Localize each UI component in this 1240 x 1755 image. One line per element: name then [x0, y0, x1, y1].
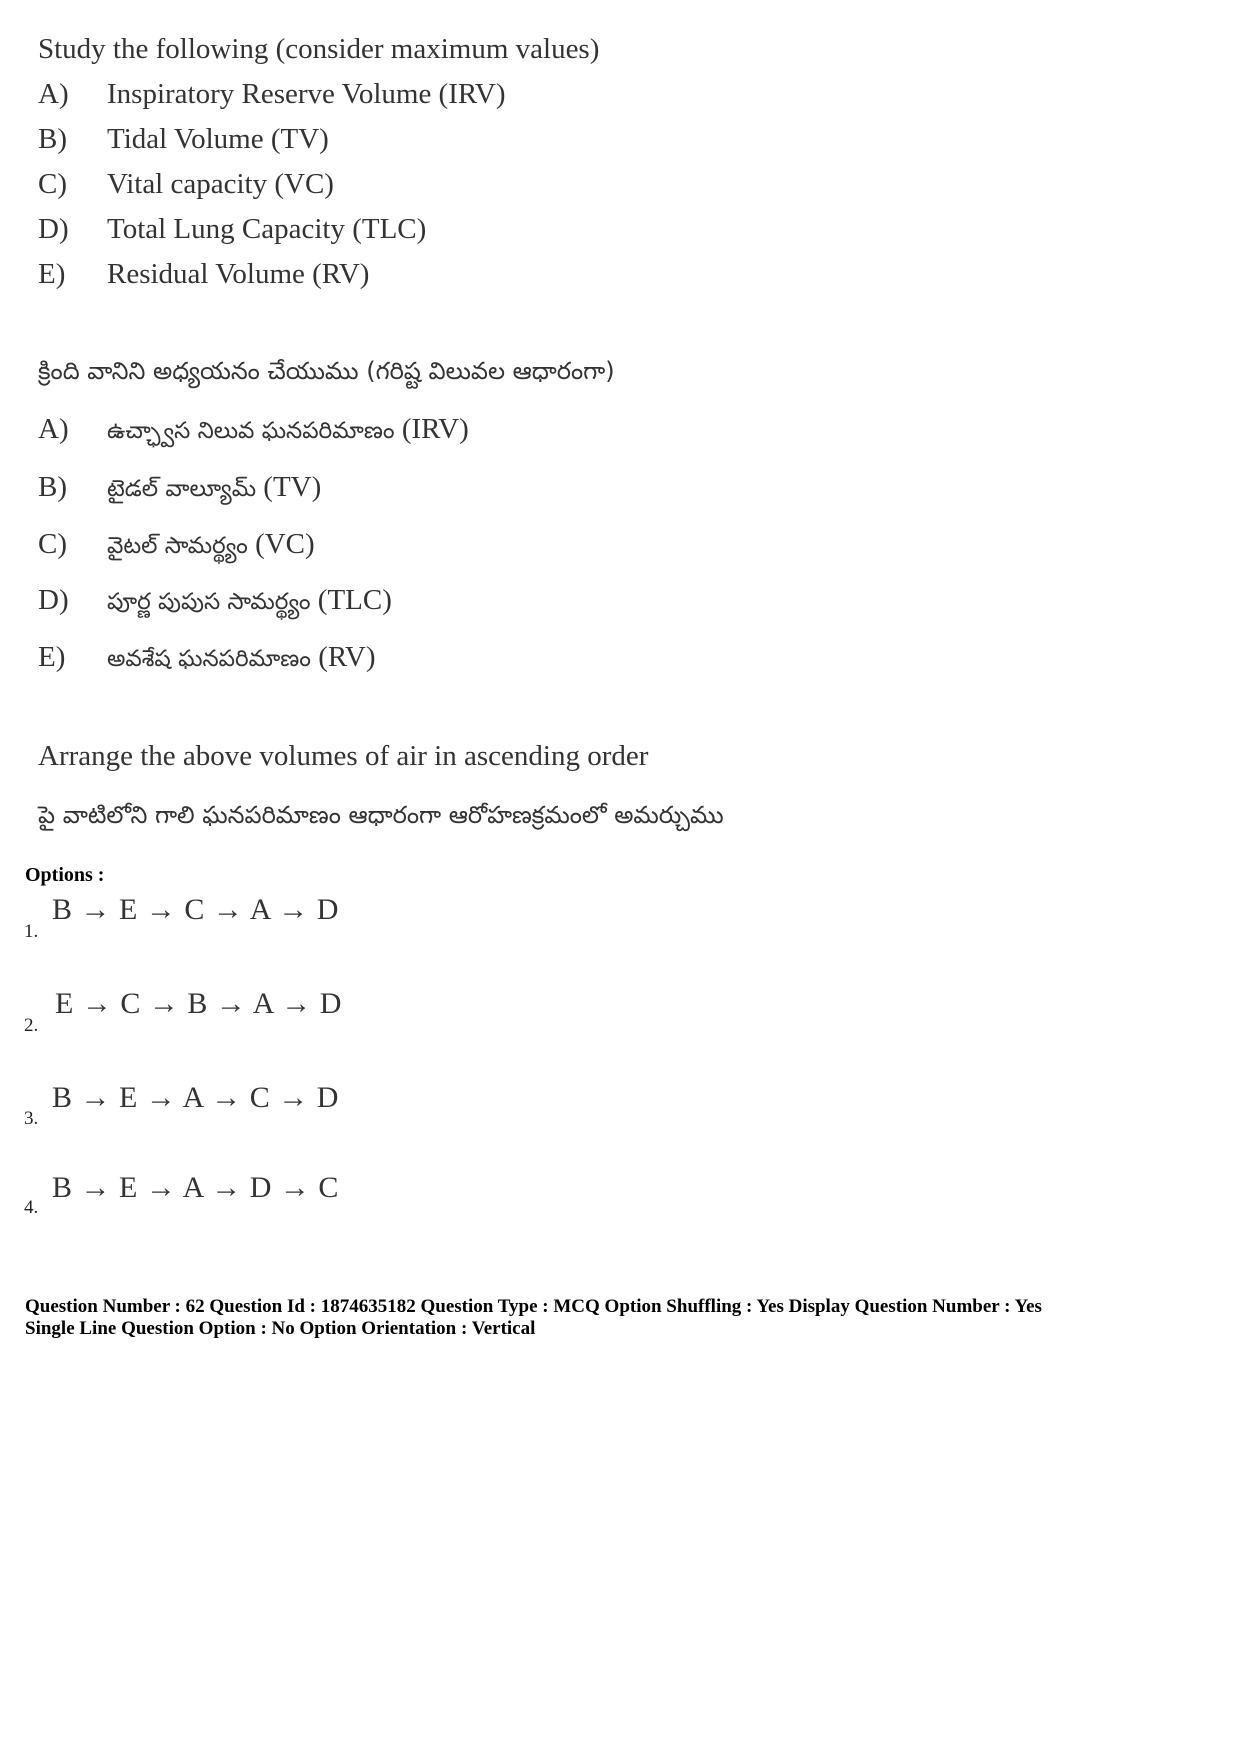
item-letter: B) — [38, 471, 67, 503]
item-letter: A) — [38, 78, 69, 110]
abbreviation: (VC) — [255, 528, 315, 560]
item-text: Residual Volume (RV) — [107, 258, 370, 290]
telugu-item-text — [107, 412, 469, 448]
telugu-task: పై వాటిలోని గాలి ఘనపరిమాణం ఆధారంగా ఆరోహణక్రమంలో అమర్చుము — [38, 801, 724, 829]
telugu-term: టైడల్ వాల్యూమ్ — [107, 476, 257, 502]
item-letter: A) — [38, 413, 69, 445]
option-sequence: B → E → C → A → D — [52, 893, 339, 926]
telugu-item-text — [107, 470, 321, 506]
option-number: 3. — [24, 1108, 39, 1129]
item-letter: C) — [38, 168, 67, 200]
english-intro: Study the following (consider maximum values) — [38, 33, 600, 65]
telugu-term: వైటల్ సామర్థ్యం — [107, 533, 248, 559]
item-text: Total Lung Capacity (TLC) — [107, 213, 427, 245]
telugu-item-text — [107, 640, 376, 676]
telugu-item-text — [107, 583, 392, 619]
english-task: Arrange the above volumes of air in ascending order — [38, 740, 649, 772]
item-text: Tidal Volume (TV) — [107, 123, 329, 155]
question-metadata-line-1: Question Number : 62 Question Id : 1874635182 Question Type : MCQ Option Shuffling : Yes Display Question Number : Yes — [25, 1296, 1042, 1317]
abbreviation: (IRV) — [401, 413, 469, 445]
abbreviation: (RV) — [318, 641, 376, 673]
option-sequence: B → E → A → C → D — [52, 1081, 339, 1114]
option-number: 1. — [24, 921, 39, 942]
item-letter: E) — [38, 258, 66, 290]
question-metadata-line-2: Single Line Question Option : No Option Orientation : Vertical — [25, 1318, 536, 1339]
option-number: 4. — [24, 1197, 39, 1218]
option-number: 2. — [24, 1015, 39, 1036]
telugu-term: ఉచ్ఛ్వాస నిలువ ఘనపరిమాణం — [107, 418, 395, 444]
item-text: Inspiratory Reserve Volume (IRV) — [107, 78, 506, 110]
option-sequence: B → E → A → D → C — [52, 1171, 339, 1204]
options-label: Options : — [25, 864, 105, 886]
telugu-term: అవశేష ఘనపరిమాణం — [107, 646, 311, 672]
item-letter: D) — [38, 213, 69, 245]
option-sequence: E → C → B → A → D — [55, 987, 342, 1020]
item-letter: C) — [38, 528, 67, 560]
item-text: Vital capacity (VC) — [107, 168, 334, 200]
telugu-intro: క్రింది వానిని అధ్యయనం చేయుము (గరిష్ట విలువల ఆధారంగా) — [38, 357, 615, 385]
telugu-item-text — [107, 527, 315, 563]
abbreviation: (TLC) — [317, 584, 392, 616]
item-letter: E) — [38, 641, 66, 673]
item-letter: D) — [38, 584, 69, 616]
item-letter: B) — [38, 123, 67, 155]
abbreviation: (TV) — [263, 471, 322, 503]
telugu-term: పూర్ణ పుపుస సామర్థ్యం — [107, 589, 311, 615]
